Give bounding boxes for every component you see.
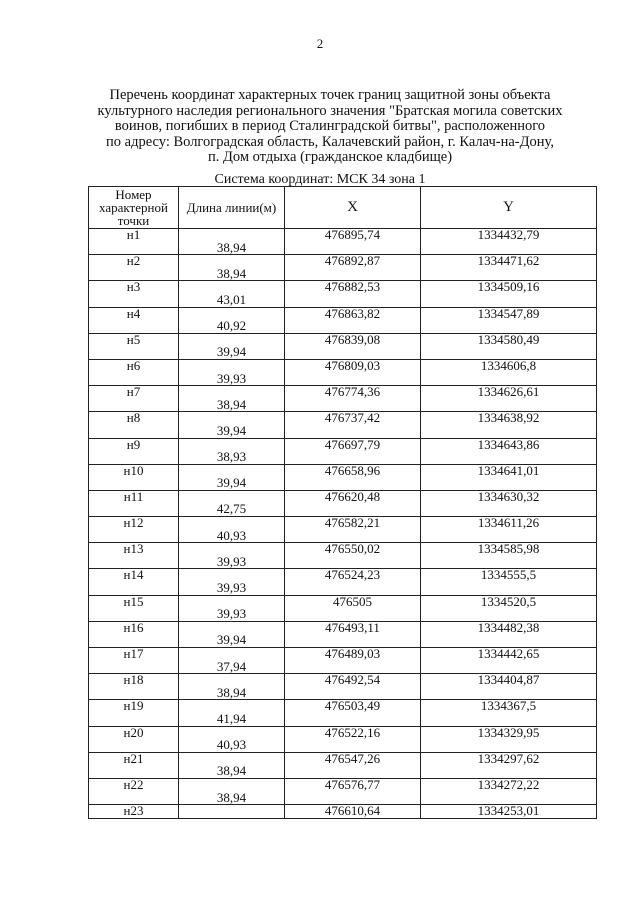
length-value: 39,93 [216, 370, 247, 386]
length-value: 39,94 [216, 632, 247, 648]
table-row [89, 438, 597, 451]
table-row [89, 490, 597, 503]
spacer-cell [179, 739, 285, 752]
length-value: 39,94 [216, 475, 247, 491]
point-cell: н17 [89, 648, 179, 661]
point-cell: н7 [89, 386, 179, 399]
length-value: 38,94 [216, 763, 247, 779]
length-value: 37,94 [216, 658, 247, 674]
point-cell: н14 [89, 569, 179, 582]
y-cell: 1334611,26 [421, 517, 597, 530]
spacer-cell [179, 396, 285, 412]
table-row [89, 726, 597, 739]
y-cell: 1334606,8 [421, 359, 597, 372]
length-value: 39,93 [216, 580, 247, 596]
y-cell: 1334520,5 [421, 595, 597, 608]
y-cell: 1334253,01 [421, 805, 597, 819]
table-row [89, 386, 597, 399]
point-cell: н3 [89, 281, 179, 294]
point-cell: н2 [89, 255, 179, 268]
point-cell: н6 [89, 359, 179, 372]
table-row [89, 412, 597, 425]
spacer-cell [179, 422, 285, 438]
x-cell: 476892,87 [285, 255, 421, 268]
spacer-cell [179, 346, 285, 359]
length-value: 38,94 [216, 684, 247, 700]
y-cell: 1334297,62 [421, 752, 597, 765]
table-row [89, 648, 597, 661]
spacer-cell [179, 291, 285, 307]
table-row [89, 517, 597, 530]
y-cell: 1334442,65 [421, 648, 597, 661]
point-cell: н5 [89, 333, 179, 346]
spacer-cell [179, 239, 285, 255]
page-number: 2 [316, 36, 324, 51]
point-cell: н1 [89, 229, 179, 242]
spacer-cell [179, 684, 285, 700]
length-value: 40,92 [216, 318, 247, 334]
y-cell: 1334404,87 [421, 674, 597, 687]
point-cell: н23 [89, 805, 179, 819]
document-title [85, 88, 575, 166]
table-row [89, 307, 597, 320]
length-value: 38,94 [216, 239, 247, 255]
coordinates-table [88, 186, 597, 819]
point-cell: н10 [89, 464, 179, 477]
title-line: по адресу: Волгоградская область, Калачевский район, г. Калач-на-Дону, [106, 133, 554, 150]
length-value: 38,94 [216, 789, 247, 805]
y-cell: 1334638,92 [421, 412, 597, 425]
x-cell: 476524,23 [285, 569, 421, 582]
header-x: X [285, 187, 421, 229]
x-cell: 476697,79 [285, 438, 421, 451]
y-cell: 1334471,62 [421, 255, 597, 268]
point-cell: н4 [89, 307, 179, 320]
x-cell: 476895,74 [285, 229, 421, 242]
x-cell: 476522,16 [285, 726, 421, 739]
header-y: Y [421, 187, 597, 229]
title-line: воинов, погибших в период Сталинградской битвы", расположенного [114, 118, 546, 134]
table-row [89, 674, 597, 687]
table-row [89, 464, 597, 477]
header-line-length: Длина линии(м) [179, 187, 285, 229]
y-cell: 1334482,38 [421, 621, 597, 634]
x-cell: 476809,03 [285, 359, 421, 372]
x-cell: 476489,03 [285, 648, 421, 661]
y-cell: 1334630,32 [421, 490, 597, 503]
spacer-cell [179, 553, 285, 569]
y-cell: 1334580,49 [421, 333, 597, 346]
y-cell: 1334547,89 [421, 307, 597, 320]
x-cell: 476493,11 [285, 621, 421, 634]
title-line: п. Дом отдыха (гражданское кладбище) [207, 149, 453, 165]
point-cell: н11 [89, 490, 179, 503]
length-value: 39,94 [216, 422, 247, 438]
point-cell: н22 [89, 778, 179, 791]
title-line: культурного наследия регионального значения "Братская могила советских [97, 102, 563, 119]
table-row [89, 569, 597, 582]
table-row [89, 778, 597, 791]
length-value: 43,01 [216, 291, 247, 307]
table-row [89, 281, 597, 294]
table-row [89, 359, 597, 372]
header-point-number: Номер характерной точки [89, 187, 179, 229]
y-cell: 1334432,79 [421, 229, 597, 242]
title-line: Перечень координат характерных точек границ защитной зоны объекта [109, 87, 551, 103]
length-cell [179, 805, 285, 819]
length-value: 42,75 [216, 501, 247, 517]
spacer-cell [179, 789, 285, 805]
point-cell: н19 [89, 700, 179, 713]
point-cell: н12 [89, 517, 179, 530]
length-value: 38,94 [216, 396, 247, 412]
table-header-row [89, 187, 597, 229]
point-cell: н15 [89, 595, 179, 608]
spacer-cell [179, 477, 285, 490]
x-cell: 476547,26 [285, 752, 421, 765]
table-row [89, 621, 597, 634]
x-cell: 476582,21 [285, 517, 421, 530]
length-value: 40,93 [216, 527, 247, 543]
y-cell: 1334555,5 [421, 569, 597, 582]
table-row [89, 805, 597, 819]
point-cell: н18 [89, 674, 179, 687]
table-row [89, 595, 597, 608]
table-row [89, 752, 597, 765]
spacer-cell [179, 765, 285, 778]
y-cell: 1334509,16 [421, 281, 597, 294]
spacer-cell [179, 582, 285, 595]
x-cell: 476774,36 [285, 386, 421, 399]
x-cell: 476576,77 [285, 778, 421, 791]
length-value: 38,93 [216, 449, 247, 465]
y-cell: 1334329,95 [421, 726, 597, 739]
spacer-cell [179, 658, 285, 674]
length-value: 39,94 [216, 344, 247, 360]
spacer-cell [179, 320, 285, 333]
table-row [89, 255, 597, 268]
point-cell: н21 [89, 752, 179, 765]
length-value: 39,93 [216, 606, 247, 622]
x-cell: 476610,64 [285, 805, 421, 819]
table-row [89, 333, 597, 346]
table-row [89, 229, 597, 242]
spacer-cell [179, 265, 285, 281]
y-cell: 1334585,98 [421, 543, 597, 556]
spacer-cell [179, 608, 285, 621]
x-cell: 476863,82 [285, 307, 421, 320]
table-row [89, 700, 597, 713]
point-cell: н9 [89, 438, 179, 451]
x-cell: 476550,02 [285, 543, 421, 556]
x-cell: 476839,08 [285, 333, 421, 346]
spacer-cell [179, 503, 285, 516]
point-cell: н13 [89, 543, 179, 556]
spacer-cell [179, 370, 285, 386]
length-value: 41,94 [216, 710, 247, 726]
x-cell: 476505 [285, 595, 421, 608]
y-cell: 1334641,01 [421, 464, 597, 477]
point-cell: н8 [89, 412, 179, 425]
x-cell: 476620,48 [285, 490, 421, 503]
y-cell: 1334367,5 [421, 700, 597, 713]
x-cell: 476658,96 [285, 464, 421, 477]
length-value: 40,93 [216, 737, 247, 753]
length-value: 38,94 [216, 265, 247, 281]
length-value: 39,93 [216, 553, 247, 569]
x-cell: 476882,53 [285, 281, 421, 294]
x-cell: 476503,49 [285, 700, 421, 713]
x-cell: 476737,42 [285, 412, 421, 425]
y-cell: 1334626,61 [421, 386, 597, 399]
coordinate-system-label: Система координат: МСК 34 зона 1 [214, 172, 426, 187]
spacer-cell [179, 451, 285, 464]
y-cell: 1334272,22 [421, 778, 597, 791]
spacer-cell [179, 527, 285, 543]
spacer-cell [179, 710, 285, 726]
y-cell: 1334643,86 [421, 438, 597, 451]
table-body [89, 229, 597, 819]
x-cell: 476492,54 [285, 674, 421, 687]
point-cell: н20 [89, 726, 179, 739]
table-row [89, 543, 597, 556]
point-cell: н16 [89, 621, 179, 634]
spacer-cell [179, 634, 285, 647]
